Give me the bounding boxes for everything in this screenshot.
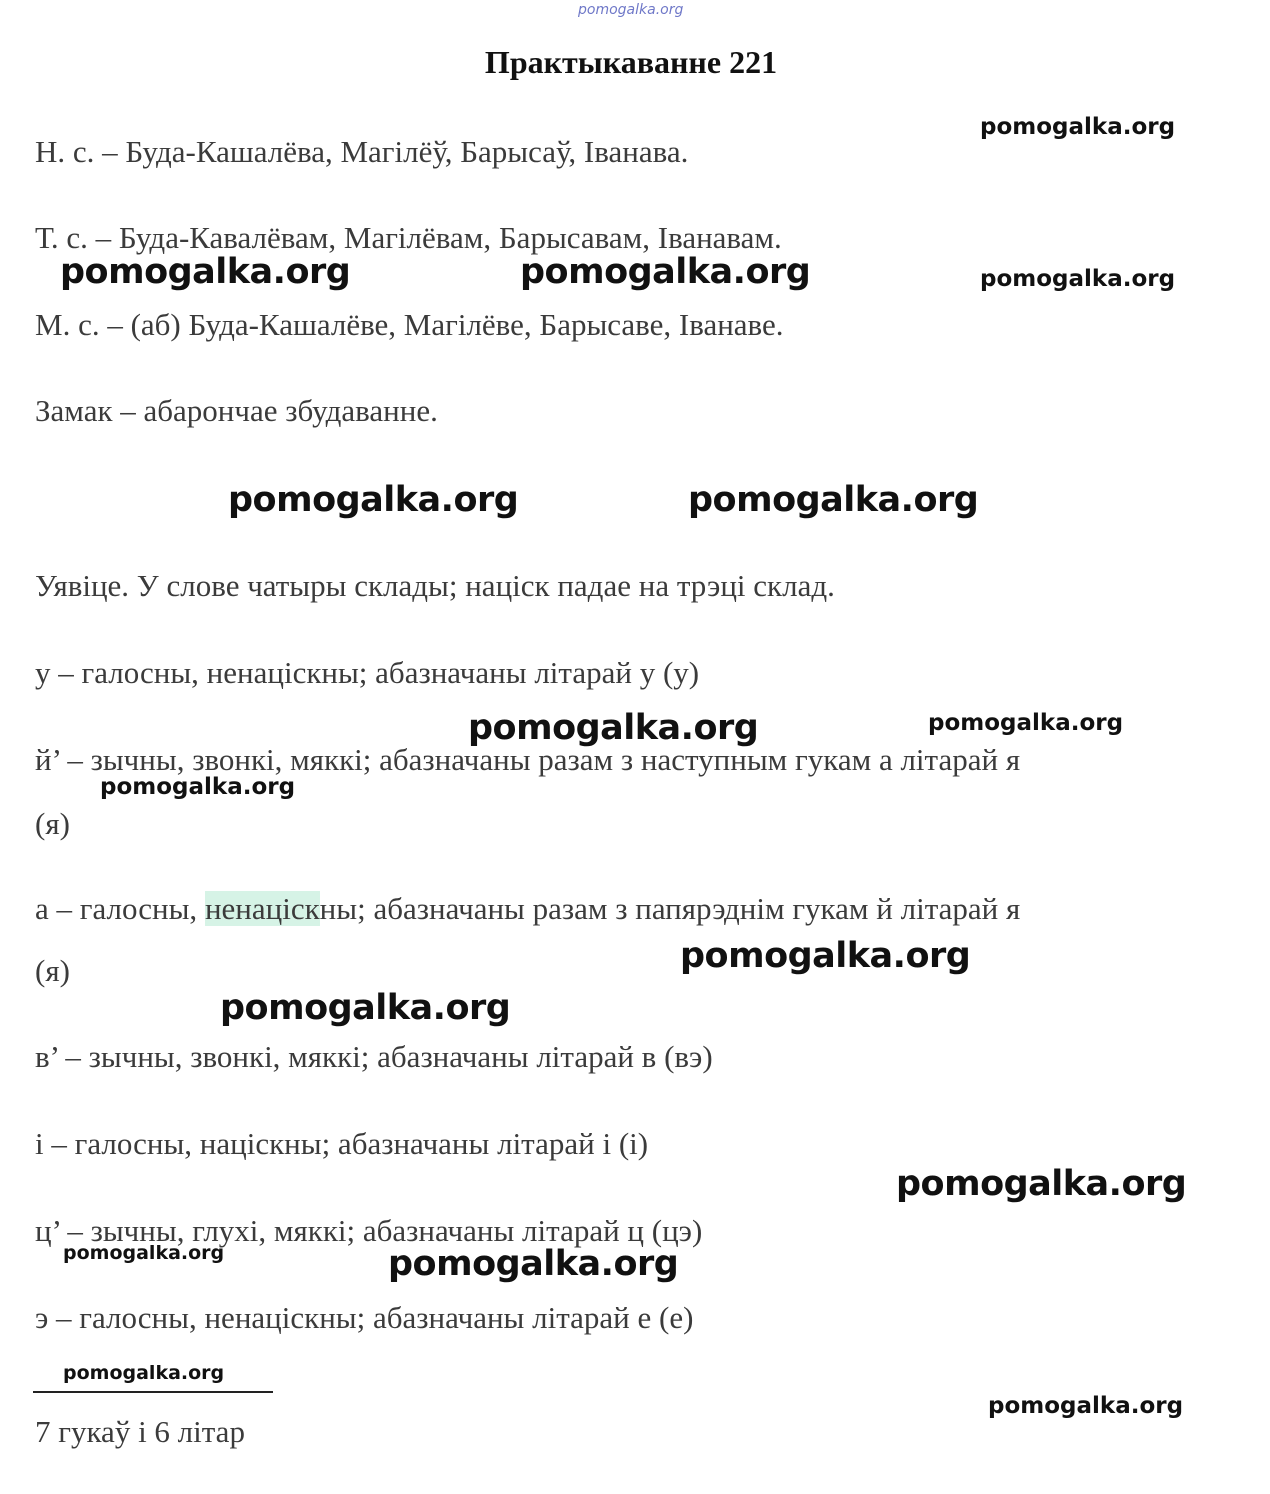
watermark: pomogalka.org [688,480,979,520]
text-line-instrumental: Т. с. – Буда-Кавалёвам, Магілёвам, Барысавам, Іванавам. [35,220,782,255]
source-link[interactable]: pomogalka.org [578,2,684,18]
watermark: pomogalka.org [896,1164,1187,1204]
text-line-definition: Замак – абарончае збудаванне. [35,393,438,428]
watermark: pomogalka.org [468,708,759,748]
watermark: pomogalka.org [520,252,811,292]
page-title: Практыкаванне 221 [484,44,778,80]
footnote: 7 гукаў і 6 літар [35,1414,245,1449]
text-line-sound-a-cont: (я) [35,953,70,988]
watermark: pomogalka.org [63,1362,225,1384]
text-segment: ны; абазначаны разам з папярэднім гукам й літарай я [319,891,1021,926]
text-line-sound-j-cont: (я) [35,806,70,841]
watermark: pomogalka.org [980,266,1176,292]
watermark: pomogalka.org [680,936,971,976]
text-segment: а – галосны, [35,891,205,926]
watermark: pomogalka.org [60,252,351,292]
watermark: pomogalka.org [928,710,1124,736]
watermark: pomogalka.org [220,988,511,1028]
highlighted-text: ненаціск [204,891,320,926]
text-line-syllables: Уявіце. У слове чатыры склады; націск падае на трэці склад. [35,568,835,603]
text-line-nominative: Н. с. – Буда-Кашалёва, Магілёў, Барысаў, Іванава. [35,134,689,169]
text-line-sound-v: в’ – зычны, звонкі, мяккі; абазначаны літарай в (вэ) [35,1039,713,1074]
watermark: pomogalka.org [63,1242,225,1264]
text-line-sound-a [35,891,1020,927]
text-line-sound-e: э – галосны, ненаціскны; абазначаны літарай е (е) [35,1300,694,1335]
watermark: pomogalka.org [980,114,1176,140]
text-line-sound-j: й’ – зычны, звонкі, мяккі; абазначаны разам з наступным гукам а літарай я [35,742,1021,777]
watermark: pomogalka.org [388,1244,679,1284]
text-line-locative: М. с. – (аб) Буда-Кашалёве, Магілёве, Барысаве, Іванаве. [35,307,784,342]
watermark: pomogalka.org [988,1393,1184,1419]
footnote-divider [33,1391,273,1393]
watermark: pomogalka.org [100,774,296,800]
text-line-sound-u: у – галосны, ненаціскны; абазначаны літарай у (у) [35,655,700,690]
text-line-sound-ts: ц’ – зычны, глухі, мяккі; абазначаны літарай ц (цэ) [35,1213,703,1248]
text-line-sound-i: і – галосны, націскны; абазначаны літарай і (і) [35,1126,649,1161]
watermark: pomogalka.org [228,480,519,520]
